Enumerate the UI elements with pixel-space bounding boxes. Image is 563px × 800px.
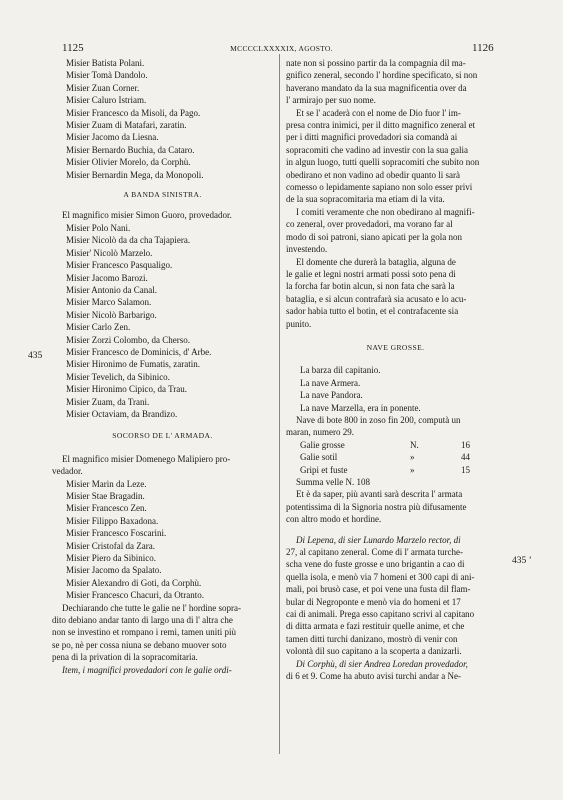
page-number-left: 1125 (62, 42, 84, 54)
column-rule (279, 54, 280, 754)
name-entry: Misier Jacomo da Spalato. (66, 565, 162, 576)
name-entry: Misier Nicolò Barbarigo. (66, 309, 157, 320)
text-line: Et se l' acaderà con el nome de Dio fuor l' im- (296, 107, 461, 118)
ships-table (286, 439, 505, 476)
ship-symbol: » (410, 452, 415, 463)
ship-kind: Galie grosse (300, 439, 345, 450)
text-line: bataglia, e si alcun contrafarà sia acusato e lo acu- (286, 293, 467, 304)
ship-count: 44 (461, 452, 470, 463)
text-line: di ditta armata e fazi restituir quelle anime, et che (286, 621, 465, 632)
text-line: haverano mandato da la sua magnificentia over da (286, 82, 467, 93)
name-entry: Misier Francesco Foscarini. (66, 528, 167, 539)
para-etse (286, 107, 505, 206)
name-entry: Misier Tomà Dandolo. (66, 70, 148, 81)
page-number-right: 1126 (472, 42, 494, 54)
text-line: in algun luogo, tutti quelli sopracomiti che subito non (286, 157, 480, 168)
socorso-intro-line2: vedador. (52, 466, 83, 477)
names-socorso-list (52, 478, 273, 602)
running-head: MCCCCLXXXXIX, AGOSTO. (230, 44, 333, 53)
text-line: l' armirajo per suo nome. (286, 95, 376, 106)
name-entry: Misier Olivier Morelo, da Corphù. (66, 157, 191, 168)
ship-entry: La nave Marzella, era in ponente. (300, 402, 421, 413)
summa-line: Summa velle N. 108 (296, 477, 370, 487)
text-line: con altro modo et hordine. (286, 514, 382, 525)
para-saper (286, 488, 505, 525)
name-entry: Misier Bernardo Buchia, da Cataro. (66, 144, 195, 155)
banda-intro: El magnifico misier Simon Guoro, provedador. (62, 210, 232, 221)
text-line: obedirano et non vadino ad obedir quanto li sarà (286, 169, 460, 180)
ship-symbol: N. (410, 439, 419, 450)
ship-entry: La nave Pandora. (300, 390, 363, 401)
names-top-list (52, 57, 273, 181)
ship-kind: Gripi et fuste (300, 464, 348, 475)
ships-row (286, 464, 505, 476)
navi-summary-line2: maran, numero 29. (286, 427, 354, 438)
text-line: bular di Negroponte e menò via do homeni et 17 (286, 596, 461, 607)
navi-list (286, 364, 505, 414)
para-comiti (286, 206, 505, 256)
ship-entry: La barza dil capitanio. (300, 365, 381, 376)
name-entry: Misier Francesco de Dominicis, d' Arbe. (66, 346, 212, 357)
name-entry: Misier Marco Salamon. (66, 297, 152, 308)
text-line: di 6 et 9. Come ha abuto avisi turchi andar a Ne- (286, 671, 461, 682)
ship-symbol: » (410, 464, 415, 475)
text-line: de la sua sopracomitaria ma etiam di la vita. (286, 194, 445, 205)
text-line: tamen ditti turchi danizano, mostrò di venir con (286, 633, 458, 644)
text-line: gnifico zeneral, secondo l' hordine specificato, si non (286, 70, 478, 81)
name-entry: Misier Francesco Pasqualigo. (66, 260, 173, 271)
name-entry: Misier Jacomo Barozi. (66, 272, 148, 283)
text-line: comesso o lepidamente sapiano non solo esser privi (286, 182, 473, 193)
text-line: 27, al capitano zeneral. Come di l' armata turche- (286, 547, 464, 558)
text-line: non se investino et rompano i remi, tamen uniti più (52, 627, 236, 638)
text-line: la forcha far botin alcun, si non fata che sarà la (286, 281, 455, 292)
text-line: El domente che durerà la bataglia, alguna de (296, 256, 456, 267)
name-entry: Misier Antonio da Canal. (66, 284, 157, 295)
para-corphu (286, 658, 505, 683)
name-entry: Misier Zuam di Matafari, zaratin. (66, 120, 187, 131)
ships-row (286, 439, 505, 451)
navi-summary-line1: Nave di bote 800 in zoso fin 200, computà un (296, 414, 461, 425)
name-entry: Misier' Nicolò Marzelo. (66, 247, 153, 258)
name-entry: Misier Zuam, da Trani. (66, 396, 150, 407)
text-line: investendo. (286, 244, 328, 255)
ship-count: 15 (461, 464, 470, 475)
ships-row (286, 451, 505, 463)
text-line: scha vene do fuste grosse e uno brigantin a cao di (286, 559, 465, 570)
name-entry: Misier Octaviam, da Brandizo. (66, 408, 178, 419)
name-entry: Misier Zuan Corner. (66, 82, 140, 93)
name-entry: Misier Hironimo Cipico, da Trau. (66, 384, 187, 395)
para-item: Item, i magnifici provedadori con le galie ordi- (62, 664, 232, 675)
text-line: I comiti veramente che non obedirano al magnifi- (296, 206, 475, 217)
text-line: le galie et legni nostri armati possi soto pena di (286, 268, 456, 279)
name-entry: Misier Jacomo da Liesna. (66, 132, 159, 143)
name-entry: Misier Carlo Zen. (66, 322, 131, 333)
left-column (52, 57, 273, 676)
name-entry: Misier Caluro Istriam. (66, 95, 147, 106)
name-entry: Misier Bernardin Mega, da Monopoli. (66, 169, 204, 180)
name-entry: Misier Piero da Sibinico. (66, 553, 156, 564)
ship-count: 16 (461, 439, 470, 450)
name-entry: Misier Polo Nani. (66, 222, 131, 233)
name-entry: Misier Francesco da Misoli, da Pago. (66, 107, 201, 118)
text-line: presa contra inimici, per il ditto magnifico zeneral et (286, 120, 476, 131)
margin-number-left: 435 (28, 351, 43, 361)
name-entry: Misier Nicolò da da cha Tajapiera. (66, 235, 191, 246)
text-line: quella isola, e menò via 7 homeni et 300 capi di ani- (286, 571, 475, 582)
text-line: pena di la privation di la sopracomitaria. (52, 652, 198, 663)
text-line: Et è da saper, più avanti sarà descrita l' armata (296, 489, 463, 500)
name-entry: Misier Filippo Baxadona. (66, 515, 159, 526)
spacer (286, 526, 505, 534)
text-line: sador habia tutto el botin, et el contrafacente sia (286, 306, 459, 317)
name-entry: Misier Marin da Leze. (66, 478, 147, 489)
text-line: sopracomiti che vadino ad investir con la sua galia (286, 144, 468, 155)
text-line: potentissima di la Signoria nostra più difusamente (286, 501, 467, 512)
names-banda-list (52, 222, 273, 421)
heading-socorso: SOCORSO DE L' ARMADA. (112, 431, 213, 441)
name-entry: Misier Francesco Zen. (66, 503, 147, 514)
name-entry: Misier Francesco Chacuri, da Otranto. (66, 590, 204, 601)
name-entry: Misier Tevelich, da Sibinico. (66, 371, 170, 382)
para-domente (286, 256, 505, 330)
name-entry: Misier Stae Bragadin. (66, 491, 145, 501)
socorso-intro-line1: El magnifico misier Domenego Malipiero pro- (62, 453, 231, 464)
text-line: punito. (286, 318, 312, 329)
para-lepena (286, 534, 505, 658)
name-entry: Misier Hironimo de Fumatis, zaratin. (66, 359, 200, 370)
name-entry: Misier Batista Polani. (66, 58, 145, 68)
ship-entry: La nave Armera. (300, 377, 361, 388)
text-line: mali, poi brusò case, et poi vene una fusta dil flam- (286, 584, 471, 595)
ship-kind: Galie sotil (300, 452, 338, 463)
margin-number-right: 435 ʼ (512, 556, 532, 566)
name-entry: Misier Cristofal da Zara. (66, 540, 155, 551)
text-line: per i ditti magnifici provedadori sia comandà ai (286, 132, 458, 143)
para-dechiarando (52, 602, 273, 664)
text-line: Dechiarando che tutte le galie ne l' hordine sopra- (62, 602, 242, 613)
para-top (286, 57, 505, 107)
name-entry: Misier Alexandro di Goti, da Corphù. (66, 577, 202, 588)
text-line: Di Corphù, di sier Andrea Loredan provedador, (296, 658, 468, 669)
right-column (286, 57, 505, 683)
heading-banda-sinistra: A BANDA SINISTRA. (123, 190, 202, 200)
text-line: co zeneral, over provedadori, ma vorano far al (286, 219, 453, 230)
heading-nave-grosse: NAVE GROSSE. (366, 342, 425, 352)
text-line: dito debiano andar tanto di largo una di l' altra che (52, 615, 233, 626)
text-line: Di Lepena, di sier Lunardo Marzelo rector, di (296, 534, 461, 545)
text-line: nate non si possino partir da la compagnia dil ma- (286, 58, 466, 68)
name-entry: Misier Zorzi Colombo, da Cherso. (66, 334, 190, 345)
text-line: modo di soi patroni, siano apicati per la gola non (286, 231, 462, 242)
text-line: se po, nè per cossa niuna se debano muover soto (52, 639, 227, 650)
text-line: cai di animali. Prega esso capitano scrivi al capitano (286, 609, 475, 620)
text-line: volontà dil suo capitano a la scoperta a danizarli. (286, 646, 462, 657)
